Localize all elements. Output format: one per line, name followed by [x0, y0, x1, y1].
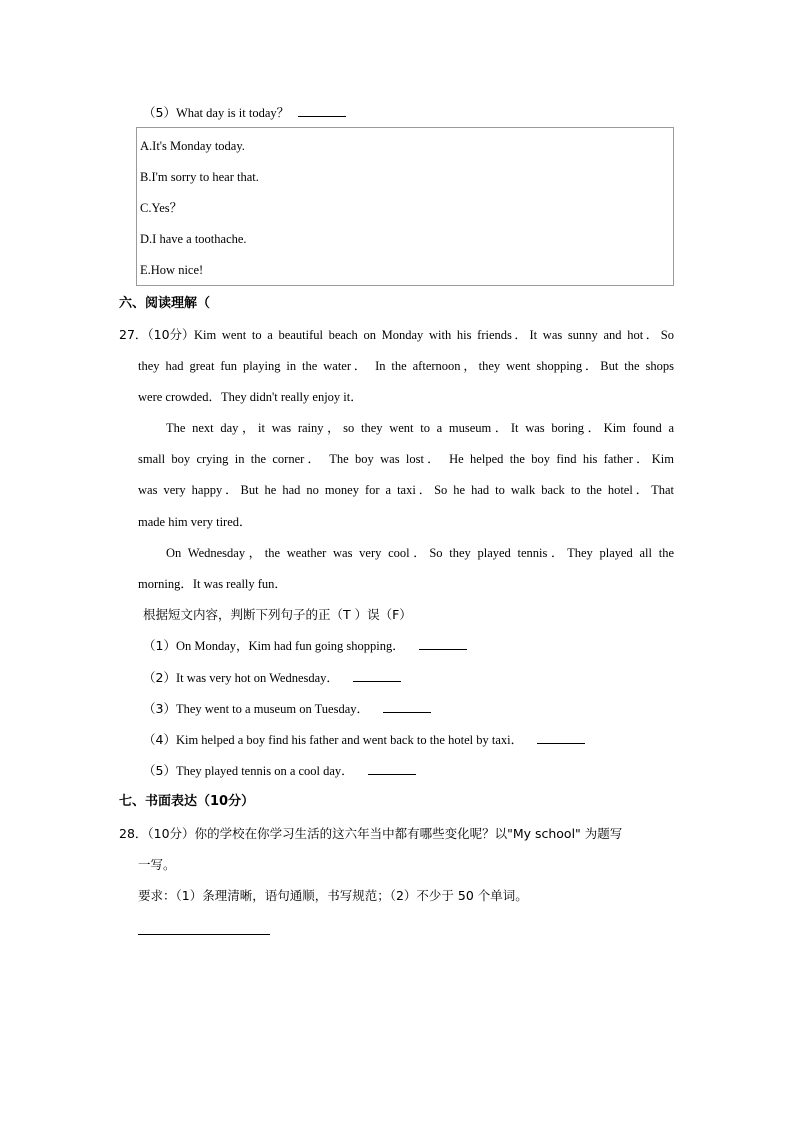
passage-line-3: were crowded．They didn't really enjoy it．: [138, 390, 363, 404]
passage-line-1: Kim went to a beautiful beach on Monday with his friends．It was sunny and hot．So: [194, 328, 674, 342]
option-b: B.I'm sorry to hear that.: [140, 170, 259, 184]
question-number: （5）: [143, 105, 176, 120]
tf-item-5: （5）They played tennis on a cool day．: [143, 763, 416, 779]
passage-line-8: On Wednesday，the weather was very cool．So they played tennis．They played all the: [166, 546, 674, 560]
answer-blank[interactable]: [298, 105, 346, 117]
writing-answer-line[interactable]: [138, 934, 270, 935]
answer-blank[interactable]: [419, 638, 467, 650]
question-28-line-1: 28．（10分）你的学校在你学习生活的这六年当中都有哪些变化呢？以"My school" 为题写: [119, 826, 623, 841]
section-6-heading: 六、阅读理解（: [119, 296, 211, 311]
passage-line-6: was very happy．But he had no money for a taxi．So he had to walk back to the hotel．That: [138, 483, 674, 497]
option-c: C.Yes？: [140, 201, 183, 215]
question-27-label: 27．（10分）: [119, 327, 195, 342]
tf-item-3: （3）They went to a museum on Tuesday．: [143, 701, 431, 717]
answer-blank[interactable]: [368, 763, 416, 775]
tf-item-1: （1）On Monday，Kim had fun going shopping．: [143, 638, 467, 654]
answer-blank[interactable]: [383, 701, 431, 713]
section-7-heading: 七、书面表达（10分）: [119, 794, 255, 809]
option-a: A.It's Monday today.: [140, 139, 245, 153]
question-5: [143, 105, 346, 121]
tf-instruction: 根据短文内容，判断下列句子的正（T ）误（F）: [143, 607, 412, 622]
passage-line-9: morning．It was really fun．: [138, 577, 287, 591]
option-e: E.How nice!: [140, 263, 204, 277]
writing-requirement: 要求：（1）条理清晰，语句通顺，书写规范；（2）不少于 50 个单词。: [138, 888, 528, 903]
answer-blank[interactable]: [353, 670, 401, 682]
question-text: What day is it today？: [175, 106, 290, 120]
passage-line-2: they had great fun playing in the water． In the afternoon，they went shopping．But the shops: [138, 359, 674, 373]
option-d: D.I have a toothache.: [140, 232, 247, 246]
question-28-line-2: 一写。: [138, 857, 176, 872]
passage-line-7: made him very tired．: [138, 515, 252, 529]
tf-item-2: （2）It was very hot on Wednesday．: [143, 670, 401, 686]
answer-blank[interactable]: [537, 732, 585, 744]
tf-item-4: （4）Kim helped a boy find his father and went back to the hotel by taxi．: [143, 732, 585, 748]
passage-line-5: small boy crying in the corner． The boy was lost． He helped the boy find his father．Kim: [138, 452, 674, 466]
options-box: [136, 127, 674, 286]
passage-line-4: The next day，it was rainy，so they went to a museum．It was boring．Kim found a: [166, 421, 674, 435]
